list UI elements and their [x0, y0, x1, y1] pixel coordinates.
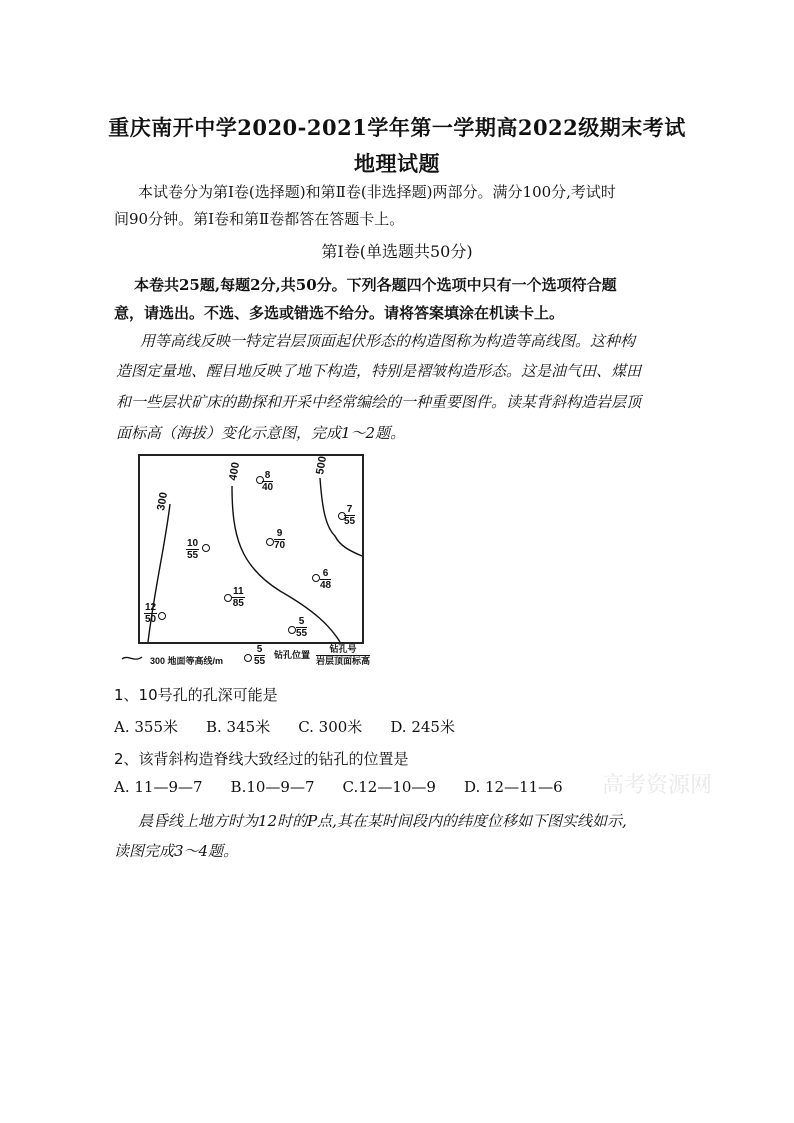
well-marker	[224, 594, 232, 602]
instructions-line-1: 本卷共25题,每题2分,共50分。下列各题四个选项中只有一个选项符合题	[134, 276, 617, 294]
passage1-line-1: 用等高线反映一特定岩层顶面起伏形态的构造图称为构造等高线图。这种构	[140, 332, 636, 350]
well-marker	[312, 574, 320, 582]
q2-option-b[interactable]: B.10—9—7	[230, 778, 315, 796]
q1-options	[114, 716, 483, 737]
legend-well-marker	[244, 654, 252, 662]
q1-option-a[interactable]: A. 355米	[114, 718, 178, 736]
passage1-line-3: 和一些层状矿床的勘探和开采中经常编绘的一种重要图件。读某背斜构造岩层顶	[116, 393, 642, 411]
contour-lines	[140, 456, 362, 642]
well-label: $\frac{7}{55}$	[344, 504, 356, 527]
q1-option-c[interactable]: C. 300米	[298, 718, 363, 736]
contour-label-400: 400	[227, 461, 243, 482]
anticline-map	[138, 454, 364, 644]
contour-label-500: 500	[314, 455, 330, 476]
well-marker	[158, 612, 166, 620]
well-marker	[266, 538, 274, 546]
legend-contour-label: 300 地面等高线/m	[150, 656, 224, 666]
legend-contour-swatch	[120, 652, 150, 664]
legend-well-text: 钻孔位置	[274, 650, 311, 660]
legend-well-sample: $\frac{5}{55}$	[254, 644, 266, 667]
passage2-line-1: 晨昏线上地方时为12时的P点,其在某时间段内的纬度位移如下图实线如示,	[138, 812, 627, 830]
q1-option-d[interactable]: D. 245米	[390, 718, 455, 736]
section-title: 第Ⅰ卷(单选题共50分)	[321, 242, 473, 261]
q2-question: 2、该背斜构造脊线大致经过的钻孔的位置是	[114, 750, 409, 768]
exam-subtitle: 地理试题	[354, 151, 440, 176]
q1-option-b[interactable]: B. 345米	[206, 718, 271, 736]
q1-question: 1、10号孔的孔深可能是	[114, 686, 278, 704]
well-label: $\frac{11}{85}$	[232, 586, 244, 609]
instructions-line-2: 意，请选出。不选、多选或错选不给分。请将答案填涂在机读卡上。	[114, 304, 565, 322]
intro-line-1: 本试卷分为第Ⅰ卷(选择题)和第Ⅱ卷(非选择题)两部分。满分100分,考试时	[138, 183, 616, 201]
well-label: $\frac{5}{55}$	[296, 616, 308, 639]
contour-label-300: 300	[155, 491, 171, 512]
q2-option-a[interactable]: A. 11—9—7	[114, 778, 203, 796]
legend-key: 钻孔号 岩层顶面标高	[316, 644, 371, 666]
well-label: $\frac{8}{40}$	[262, 470, 274, 493]
well-marker	[202, 544, 210, 552]
well-label: $\frac{12}{50}$	[145, 602, 157, 625]
q2-option-c[interactable]: C.12—10—9	[342, 778, 436, 796]
passage2-line-2: 读图完成3～4题。	[114, 842, 239, 860]
well-label: $\frac{6}{48}$	[320, 568, 332, 591]
well-marker	[288, 626, 296, 634]
q2-option-d[interactable]: D. 12—11—6	[463, 778, 563, 796]
intro-line-2: 间90分钟。第Ⅰ卷和第Ⅱ卷都答在答题卡上。	[114, 210, 405, 228]
watermark: 高考资源网	[602, 773, 713, 798]
passage1-line-2: 造图定量地、醒目地反映了地下构造，特别是褶皱构造形态。这是油气田、煤田	[116, 362, 642, 380]
passage1-line-4: 面标高（海拔）变化示意图，完成1～2题。	[116, 424, 406, 442]
well-label: $\frac{10}{55}$	[187, 538, 199, 561]
well-label: $\frac{9}{70}$	[274, 528, 286, 551]
exam-title: 重庆南开中学2020-2021学年第一学期高2022级期末考试	[108, 115, 686, 140]
q2-options	[114, 778, 591, 796]
